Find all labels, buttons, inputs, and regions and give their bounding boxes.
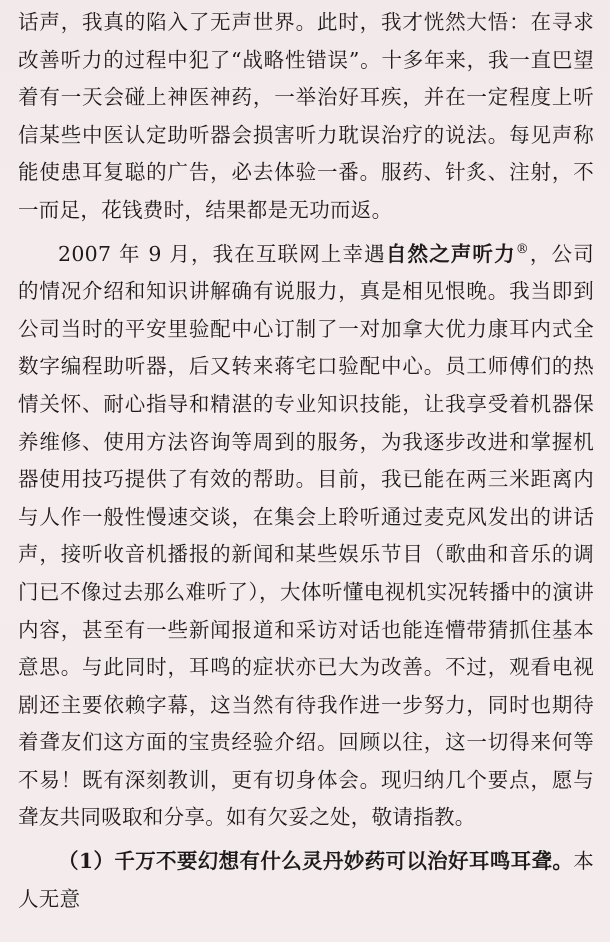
paragraph-1: 话声，我真的陷入了无声世界。此时，我才恍然大悟：在寻求改善听力的过程中犯了“战略性错误”。十多年来，我一直巴望着有一天会碰上神医神药，一举治好耳疾，并在一定程度上听信某些中医认定助听器会损害听力耽误治疗的说法。每见声称能使患耳复聪的广告，必去体验一番。服药、针炙、注射，不一而足，花钱费时，结果都是无功而返。	[18, 10, 594, 222]
paragraph-2	[18, 236, 594, 838]
paragraph-2-intro: 2007 年 9 月，我在互联网上幸遇	[58, 241, 386, 266]
paragraph-2-body: ，公司的情况介绍和知识讲解确有说服力，真是相见恨晚。我当即到公司当时的平安里验配中心订制了一对加拿大优力康耳内式全数字编程助听器，后又转来蒋宅口验配中心。员工师傅们的热情关怀、耐心指导和精湛的专业知识技能，让我享受着机器保养维修、使用方法咨询等周到的服务，为我逐步改进和掌握机器使用技巧提供了有效的帮助。目前，我已能在两三米距离内与人作一般性慢速交谈，在集会上聆听通过麦克风发出的讲话声，接听收音机播报的新闻和某些娱乐节目（歌曲和音乐的调门已不像过去那么难听了），大体听懂电视机实况转播中的演讲内容，甚至有一些新闻报道和采访对话也能连懵带猜抓住基本意思。与此同时，耳鸣的症状亦已大为改善。不过，观看电视剧还主要依赖字幕，这当然有待我作进一步努力，同时也期待着聋友们这方面的宝贵经验介绍。回顾以往，这一切得来何等不易！既有深刻教训，更有切身体会。现归纳几个要点，愿与聋友共同吸取和分享。如有欠妥之处，敬请指教。	[18, 241, 594, 830]
registered-mark: ®	[515, 241, 530, 257]
item-1-text: 本人无意	[18, 849, 594, 911]
item-1-heading: （1）千万不要幻想有什么灵丹妙药可以治好耳鸣耳聋。	[58, 849, 574, 874]
brand-name: 自然之声听力	[385, 241, 516, 266]
paragraph-3	[18, 843, 594, 918]
